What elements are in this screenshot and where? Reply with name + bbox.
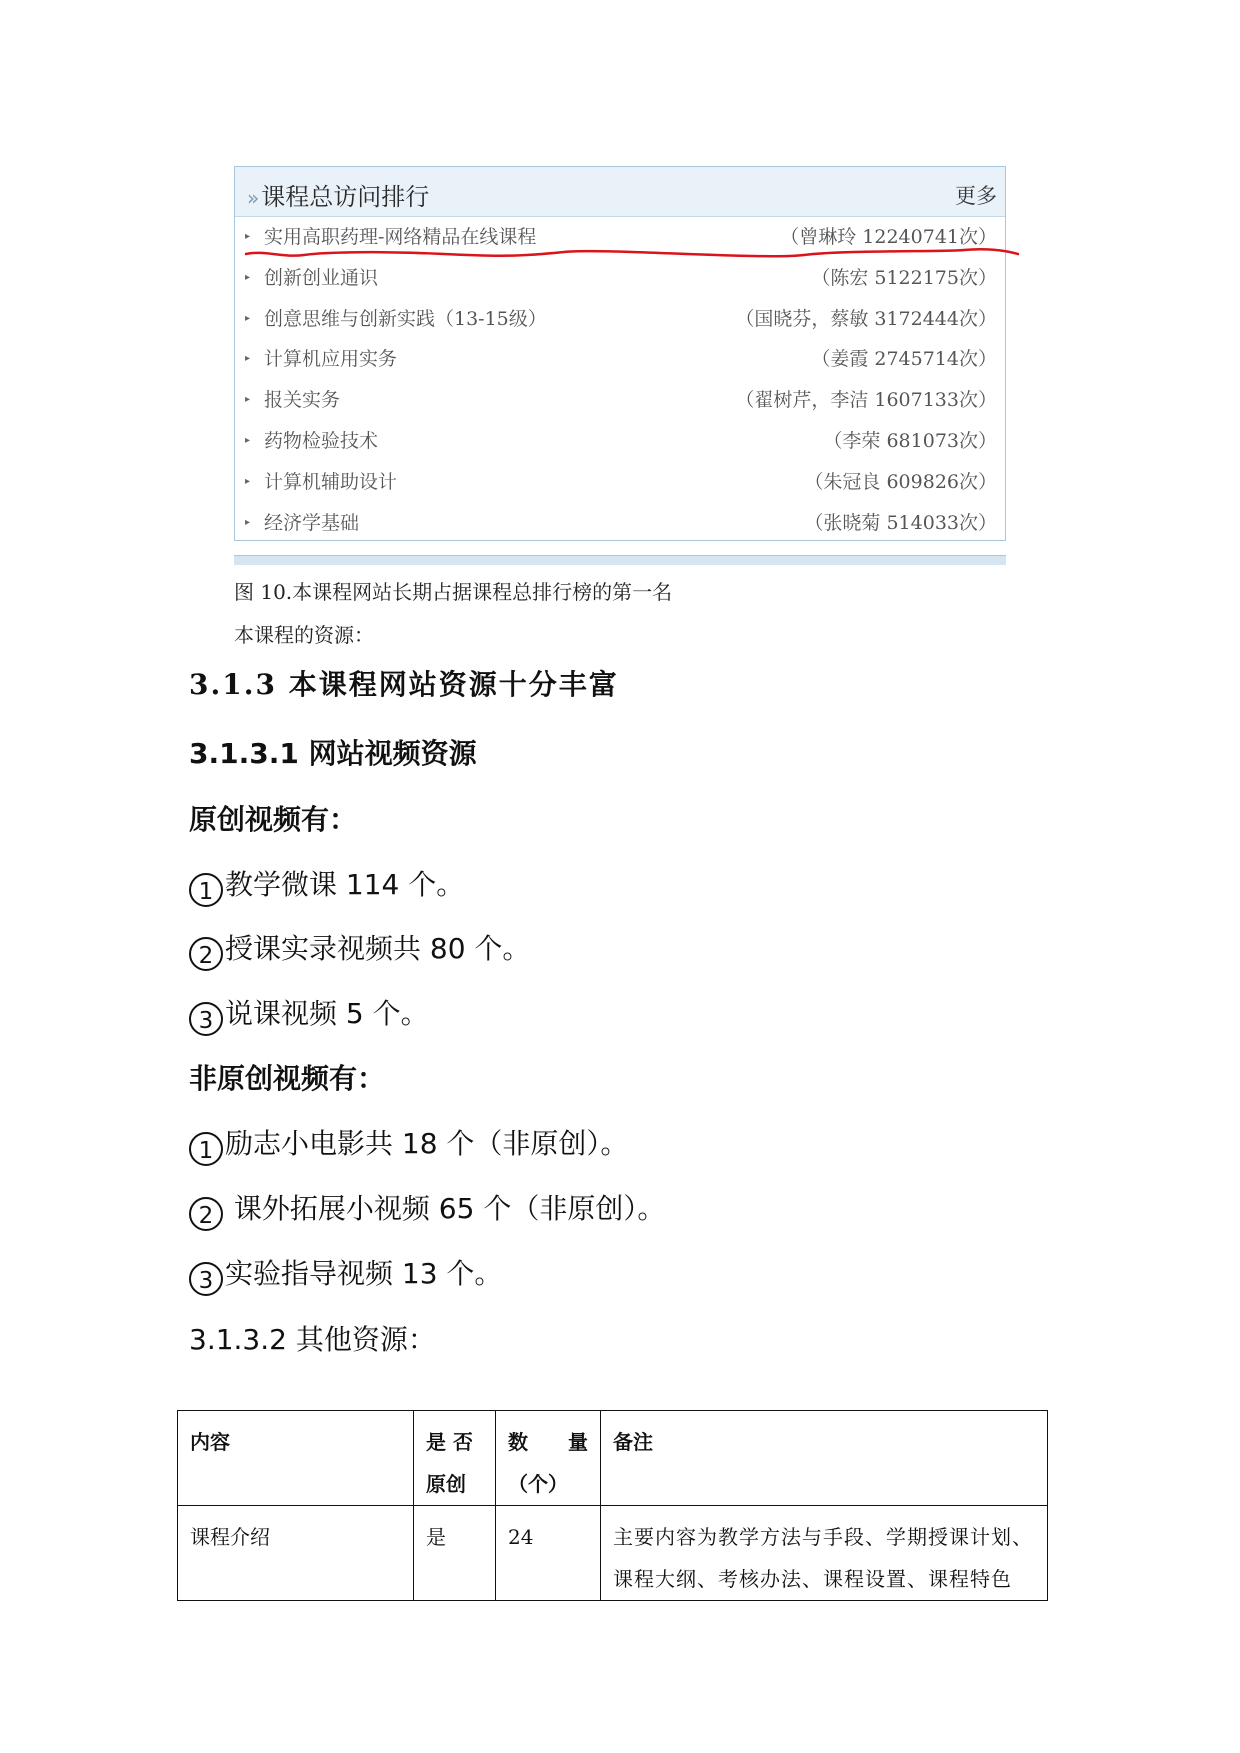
course-link[interactable]: 计算机辅助设计 [264,470,398,493]
header-content: 内容 [178,1411,414,1506]
resources-table [177,1410,1048,1601]
header-count [496,1411,601,1506]
resource-intro: 本课程的资源： [234,623,374,647]
nonoriginal-videos-heading: 非原创视频有： [189,1062,386,1095]
course-link[interactable]: 实用高职药理-网络精品在线课程 [264,226,537,248]
bullet-icon: ▸ [245,353,251,365]
course-ranking-panel [234,166,1006,541]
ranking-title: »课程总访问排行 [247,183,430,211]
circled-number: 3 [189,1262,223,1296]
ranking-item[interactable] [235,503,1005,544]
cell-note [601,1506,1048,1601]
original-videos-heading: 原创视频有： [189,803,358,836]
double-chevron-icon: » [247,186,260,210]
section-heading-3-1-3: 3.1.3 本课程网站资源十分丰富 [189,668,619,701]
ranking-item[interactable] [235,462,1005,503]
table-row [178,1506,1048,1601]
ranking-header [235,167,1005,217]
ranking-list [235,217,1005,543]
course-stat: （翟树芹，李洁 1607133次） [735,389,997,412]
bullet-icon: ▸ [245,475,251,487]
course-stat: （陈宏 5122175次） [811,266,997,289]
list-item [189,992,429,1036]
header-note: 备注 [601,1411,1048,1506]
ranking-item[interactable] [235,258,1005,299]
header-count-line1: 数 量 [508,1430,588,1454]
cell-note-line2: 课程大纲、考核办法、课程设置、课程特色 [613,1567,1012,1591]
list-item-text: 励志小电影共 18 个（非原创）。 [225,1127,629,1160]
list-item [189,863,464,907]
bullet-icon: ▸ [245,516,251,528]
circled-number: 1 [189,873,223,907]
list-item-text: 授课实录视频共 80 个。 [225,932,531,965]
ranking-item[interactable] [235,339,1005,380]
header-count-line2: （个） [508,1472,568,1496]
cell-content: 课程介绍 [178,1506,414,1601]
course-link[interactable]: 创意思维与创新实践（13-15级） [264,307,547,330]
cell-original: 是 [414,1506,496,1601]
list-item-text: 教学微课 114 个。 [225,868,465,901]
circled-number: 3 [189,1002,223,1036]
course-link[interactable]: 计算机应用实务 [264,348,398,371]
header-original-line2: 原创 [426,1472,466,1496]
circled-number: 2 [189,937,223,971]
cell-note-line1: 主要内容为教学方法与手段、学期授课计划、 [613,1525,1033,1549]
more-link[interactable]: 更多 [955,184,997,208]
bullet-icon: ▸ [245,434,251,446]
course-stat: （曾琳玲 12240741次） [780,226,997,248]
header-original-line1: 是 否 [426,1430,473,1454]
table-header-row [178,1411,1048,1506]
course-stat: （朱冠良 609826次） [804,470,997,493]
bullet-icon: ▸ [245,271,251,283]
list-item [189,1252,502,1296]
list-item-text: 课外拓展小视频 65 个（非原创）。 [225,1192,666,1225]
header-original [414,1411,496,1506]
course-stat: （国晓芬，蔡敏 3172444次） [735,307,997,330]
ranking-item[interactable] [235,421,1005,462]
circled-number: 1 [189,1132,223,1166]
cell-count: 24 [496,1506,601,1601]
section-heading-3-1-3-1: 3.1.3.1 网站视频资源 [189,737,477,770]
course-stat: （李荣 681073次） [823,429,997,452]
course-link[interactable]: 经济学基础 [264,511,360,534]
course-stat: （张晓菊 514033次） [804,511,997,534]
bullet-icon: ▸ [245,312,251,324]
circled-number: 2 [189,1197,223,1231]
list-item-text: 实验指导视频 13 个。 [225,1257,503,1290]
figure-caption: 图 10.本课程网站长期占据课程总排行榜的第一名 [234,580,673,604]
list-item [189,927,530,971]
list-item [189,1122,628,1166]
list-item-text: 说课视频 5 个。 [225,997,429,1030]
course-link[interactable]: 药物检验技术 [264,429,379,452]
section-heading-3-1-3-2: 3.1.3.2 其他资源： [189,1323,436,1356]
ranking-footer-bar [234,555,1006,565]
red-highlight-underline [244,232,1020,262]
list-item [189,1187,665,1231]
ranking-item[interactable] [235,299,1005,340]
course-link[interactable]: 创新创业通识 [264,266,379,289]
course-stat: （姜霞 2745714次） [811,348,997,371]
course-link[interactable]: 报关实务 [264,389,341,412]
ranking-item[interactable] [235,380,1005,421]
bullet-icon: ▸ [245,231,251,242]
bullet-icon: ▸ [245,394,251,406]
